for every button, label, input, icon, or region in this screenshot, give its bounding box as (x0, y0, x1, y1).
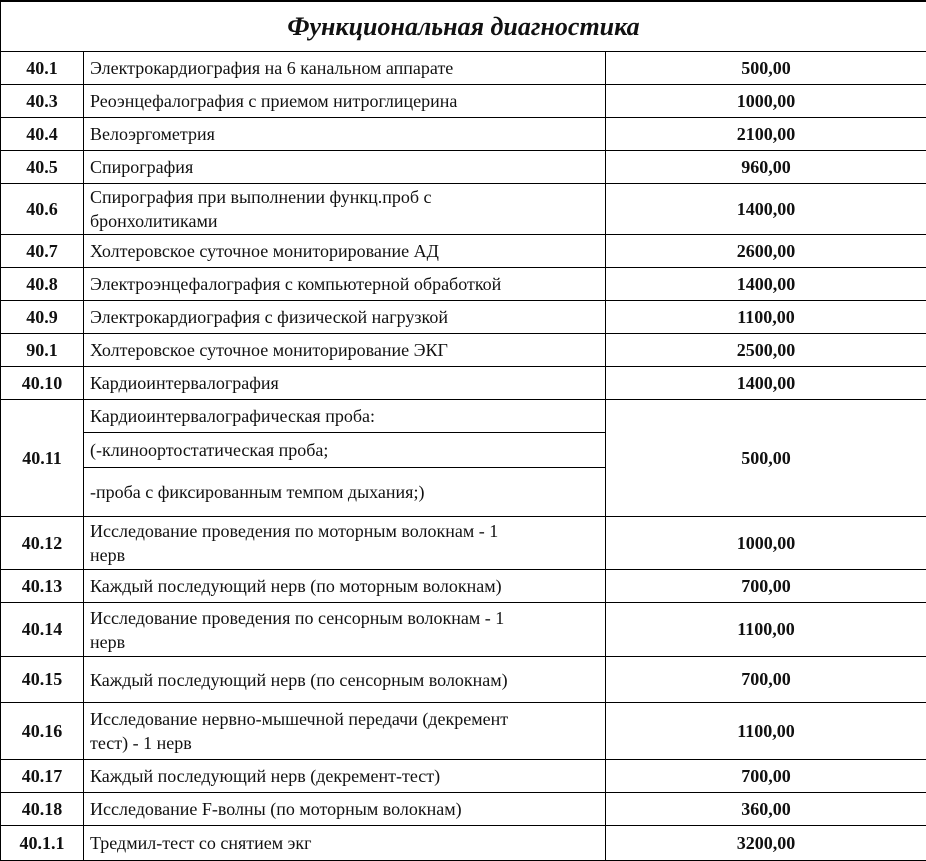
service-code: 40.5 (1, 151, 84, 184)
table-row (1, 334, 926, 367)
service-code: 40.11 (1, 400, 84, 517)
table-row (1, 268, 926, 301)
table-row (1, 400, 926, 433)
service-price: 1400,00 (606, 367, 926, 400)
description-line: Электрокардиография с физической нагрузкой (90, 307, 448, 327)
table-row (1, 184, 926, 235)
description-line: нерв (90, 631, 126, 652)
description-line: Исследование F-волны (по моторным волокнам) (90, 799, 462, 819)
description-line: Тредмил-тест со снятием экг (90, 833, 312, 853)
service-description (84, 151, 606, 184)
table-row (1, 301, 926, 334)
service-description (84, 367, 606, 400)
service-code: 40.1 (1, 52, 84, 85)
service-description (84, 657, 606, 703)
service-price: 700,00 (606, 570, 926, 603)
table-row (1, 235, 926, 268)
service-description (84, 570, 606, 603)
service-code: 40.3 (1, 85, 84, 118)
service-description (84, 703, 606, 760)
description-line: Каждый последующий нерв (по сенсорным волокнам) (90, 669, 508, 690)
service-price: 1000,00 (606, 517, 926, 570)
description-line: Исследование проведения по моторным волокнам - 1 (90, 521, 499, 541)
table-row (1, 570, 926, 603)
service-price: 500,00 (606, 400, 926, 517)
title-row (1, 1, 926, 52)
section-title: Функциональная диагностика (1, 1, 926, 52)
service-price: 1100,00 (606, 603, 926, 657)
description-line: Реоэнцефалография с приемом нитроглицерина (90, 91, 458, 111)
service-price: 3200,00 (606, 826, 926, 861)
service-price: 1400,00 (606, 184, 926, 235)
service-code: 40.10 (1, 367, 84, 400)
service-description: Кардиоинтервалографическая проба: (84, 400, 606, 433)
description-line: Велоэргометрия (90, 124, 215, 144)
description-line: Кардиоинтервалография (90, 373, 279, 393)
service-description: (-клиноортостатическая проба; (84, 433, 606, 468)
service-description (84, 826, 606, 861)
description-line: Холтеровское суточное мониторирование АД (90, 241, 439, 261)
service-code: 40.4 (1, 118, 84, 151)
service-price: 1400,00 (606, 268, 926, 301)
table-row (1, 367, 926, 400)
description-line: Электроэнцефалография с компьютерной обработкой (90, 274, 502, 294)
description-line: Каждый последующий нерв (по моторным волокнам) (90, 576, 502, 596)
service-description (84, 52, 606, 85)
service-code: 40.13 (1, 570, 84, 603)
service-description (84, 793, 606, 826)
service-code: 40.12 (1, 517, 84, 570)
service-description (84, 118, 606, 151)
service-description: -проба с фиксированным темпом дыхания;) (84, 468, 606, 517)
description-line: Холтеровское суточное мониторирование ЭКГ (90, 340, 448, 360)
service-price: 1000,00 (606, 85, 926, 118)
service-price: 360,00 (606, 793, 926, 826)
description-line: Электрокардиография на 6 канальном аппарате (90, 58, 454, 78)
service-price: 1100,00 (606, 301, 926, 334)
service-description (84, 184, 606, 235)
service-code: 40.8 (1, 268, 84, 301)
service-price: 1100,00 (606, 703, 926, 760)
service-code: 40.15 (1, 657, 84, 703)
table-row (1, 793, 926, 826)
table-row (1, 118, 926, 151)
service-description (84, 760, 606, 793)
service-code: 40.18 (1, 793, 84, 826)
table-row (1, 703, 926, 760)
table-row (1, 52, 926, 85)
service-code: 40.16 (1, 703, 84, 760)
table-row (1, 85, 926, 118)
table-row (1, 760, 926, 793)
service-code: 90.1 (1, 334, 84, 367)
service-code: 40.7 (1, 235, 84, 268)
table-row (1, 151, 926, 184)
service-price: 2100,00 (606, 118, 926, 151)
service-code: 40.1.1 (1, 826, 84, 861)
description-line: бронхолитиками (90, 211, 218, 231)
service-description (84, 268, 606, 301)
table-row (1, 826, 926, 861)
service-description (84, 603, 606, 657)
service-description (84, 517, 606, 570)
service-price: 960,00 (606, 151, 926, 184)
table-row (1, 517, 926, 570)
description-line: Каждый последующий нерв (декремент-тест) (90, 766, 441, 786)
service-code: 40.9 (1, 301, 84, 334)
description-line: Исследование нервно-мышечной передачи (декремент (90, 709, 509, 729)
service-price: 700,00 (606, 657, 926, 703)
table-row (1, 657, 926, 703)
description-line: нерв (90, 545, 126, 565)
service-code: 40.14 (1, 603, 84, 657)
service-description (84, 334, 606, 367)
service-price: 500,00 (606, 52, 926, 85)
service-description (84, 301, 606, 334)
description-line: Спирография при выполнении функц.проб с (90, 187, 432, 207)
table-row (1, 603, 926, 657)
service-price: 700,00 (606, 760, 926, 793)
service-description (84, 85, 606, 118)
service-code: 40.6 (1, 184, 84, 235)
description-line: Спирография (90, 157, 194, 177)
service-description (84, 235, 606, 268)
service-code: 40.17 (1, 760, 84, 793)
service-price: 2500,00 (606, 334, 926, 367)
service-price: 2600,00 (606, 235, 926, 268)
description-line: тест) - 1 нерв (90, 733, 192, 753)
description-line: Исследование проведения по сенсорным волокнам - 1 (90, 607, 505, 628)
